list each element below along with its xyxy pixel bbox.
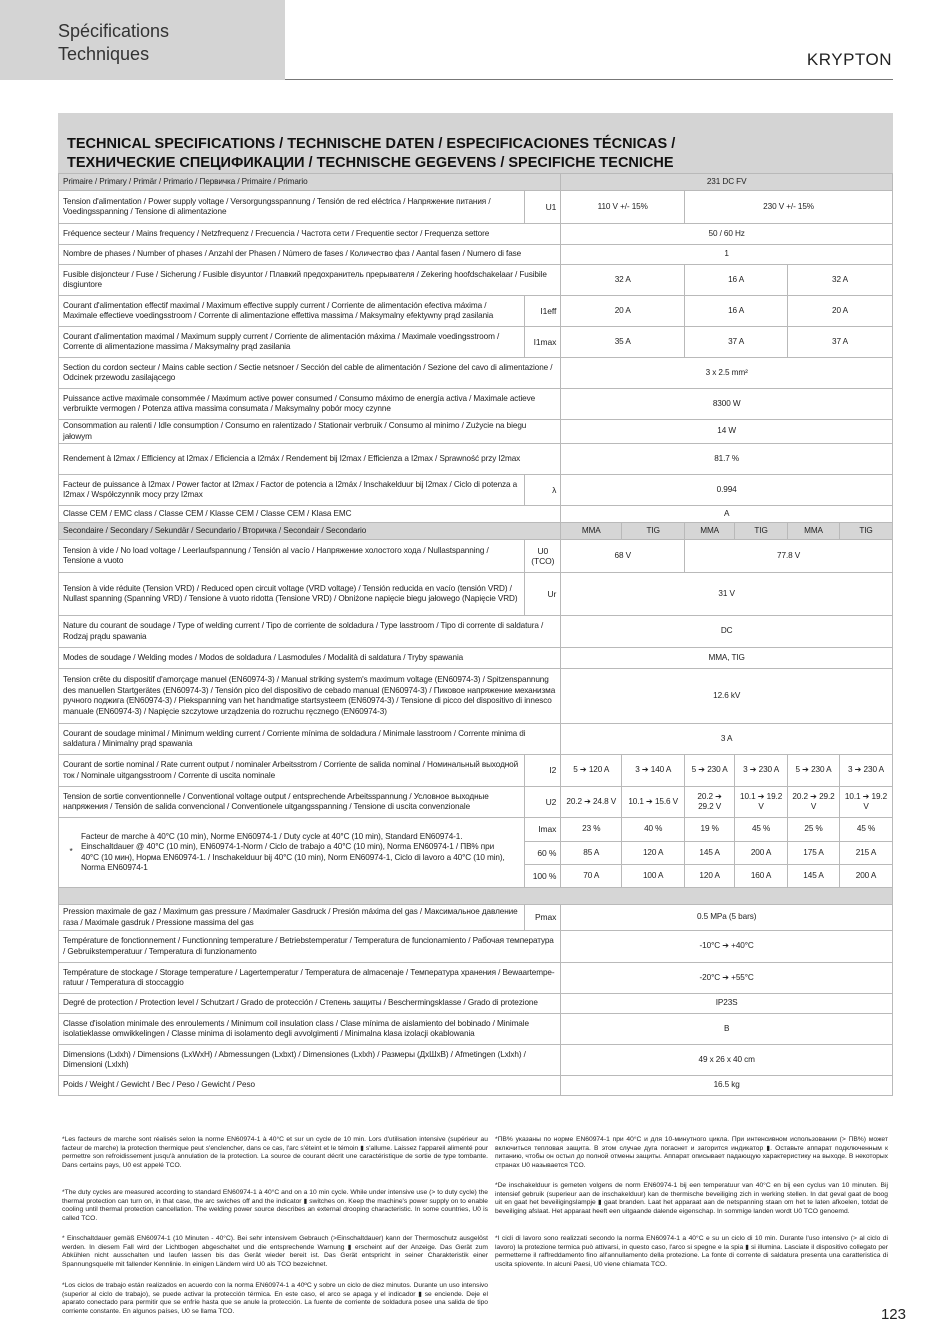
row-value: 20 A bbox=[788, 296, 893, 327]
row-value: 5 ➔ 230 A bbox=[685, 755, 735, 787]
row-label: Consommation au ralenti / Idle consumption / Consumo en ralentizado / Stationair verbruik / Consumo al minimo / Zużycie na biegu jałowym bbox=[59, 420, 561, 444]
table-row bbox=[59, 540, 893, 573]
row-value: 45 % bbox=[840, 818, 893, 842]
table-row bbox=[59, 327, 893, 358]
row-label: Poids / Weight / Gewicht / Bec / Peso / Gewicht / Peso bbox=[59, 1076, 561, 1096]
page-number: 123 bbox=[880, 1306, 906, 1323]
row-symbol: U1 bbox=[525, 191, 561, 224]
row-value: 77.8 V bbox=[685, 540, 893, 573]
row-value: 20.2 ➔ 24.8 V bbox=[561, 787, 622, 818]
brand-name: KRYPTON bbox=[806, 50, 892, 69]
row-label: Tension de sortie conventionnelle / Conventional voltage output / entsprechende Arbeitsspannung / Условное выходные напряжения / Tensión de salida convencional / Conventionele uitgangsspanning / Tensione di uscita convenzionale bbox=[59, 787, 525, 818]
table-row bbox=[59, 616, 893, 648]
section-title-line2: Techniques bbox=[58, 44, 150, 64]
row-label: Primaire / Primary / Primär / Primario / Первичка / Primaire / Primario bbox=[59, 174, 561, 191]
row-value: B bbox=[561, 1014, 893, 1045]
row-value: 20.2 ➔ 29.2 V bbox=[685, 787, 735, 818]
row-value: 16 A bbox=[685, 265, 788, 296]
mode-header: MMA bbox=[788, 523, 840, 540]
table-row bbox=[59, 818, 893, 842]
table-row bbox=[59, 1076, 893, 1096]
row-value: 231 DC FV bbox=[561, 174, 893, 191]
table-row bbox=[59, 931, 893, 963]
row-value: 3 ➔ 230 A bbox=[840, 755, 893, 787]
row-value: 120 A bbox=[622, 842, 685, 865]
row-symbol: Imax bbox=[525, 818, 561, 842]
table-row bbox=[59, 245, 893, 265]
row-value: 19 % bbox=[685, 818, 735, 842]
row-value: 120 A bbox=[685, 865, 735, 888]
row-value: 25 % bbox=[788, 818, 840, 842]
row-value: 37 A bbox=[788, 327, 893, 358]
section-header-box bbox=[0, 0, 285, 80]
table-row bbox=[59, 905, 893, 931]
row-label: Tension d'alimentation / Power supply voltage / Versorgungsspannung / Tensión de red eléctrica / Напряжение питания / Voedingsspanning / Tensione di alimentazione bbox=[59, 191, 525, 224]
mode-header: MMA bbox=[561, 523, 622, 540]
table-row bbox=[59, 265, 893, 296]
row-value: 20.2 ➔ 29.2 V bbox=[788, 787, 840, 818]
duty-cycle-text: Facteur de marche à 40°C (10 min), Norme EN60974-1 / Duty cycle at 40°C (10 min), Standard EN60974-1. Einschaltdauer @ 40°C (10 min), EN60974-1-Norm / Ciclo de trabajo a 40°C (10 min), Norma EN60974-1 / ПВ% при 40°C (10 мин), Норма EN60974-1. / Inschakelduur bij 40°C (10 min), Norm EN60974-1, Ciclo di lavoro a 40°C (10 min), Norma EN60974-1 bbox=[81, 831, 505, 872]
row-value: 31 V bbox=[561, 573, 893, 616]
table-row bbox=[59, 389, 893, 420]
row-value: 200 A bbox=[735, 842, 788, 865]
row-value: 85 A bbox=[561, 842, 622, 865]
table-row bbox=[59, 573, 893, 616]
footnote-it: *I cicli di lavoro sono realizzati secondo la norma EN60974-1 a 40°C e su un ciclo di 10 min. Durante l'uso intensivo (> al ciclo di lavoro) la protezione termica può attivarsi, in questo caso, l'arco si spegne e la spia ▮ si illumina. Lasciate il dispositivo collegato per permetterne il raffreddamento fino all'annullamento della protezione. La fonte di corrente di saldatura presenta una caratteristica di uscita spiovente. In alcuni Paesi, U0 viene chiamata TCO. bbox=[495, 1235, 888, 1268]
row-value: 5 ➔ 120 A bbox=[561, 755, 622, 787]
row-label: Section du cordon secteur / Mains cable section / Sectie netsnoer / Sección del cable de alimentación / Sezione del cavo di alimentazione / Odcinek przewodu zasilającego bbox=[59, 358, 561, 389]
row-value: IP23S bbox=[561, 994, 893, 1014]
row-label: Modes de soudage / Welding modes / Modos de soldadura / Lasmodules / Modalità di saldatura / Tryby spawania bbox=[59, 648, 561, 669]
row-value: 110 V +/- 15% bbox=[561, 191, 685, 224]
row-label: Degré de protection / Protection level / Schutzart / Grado de protección / Степень защиты / Beschermingsklasse / Grado di protezione bbox=[59, 994, 561, 1014]
table-row bbox=[59, 724, 893, 755]
row-value: 8300 W bbox=[561, 389, 893, 420]
row-value: 49 x 26 x 40 cm bbox=[561, 1045, 893, 1076]
table-row bbox=[59, 994, 893, 1014]
row-label: Puissance active maximale consommée / Maximum active power consumed / Consumo máximo de energía activa / Maximale actieve verbruikte vermogen / Potenza attiva massima consumata / Maksymalny pobór mocy czynne bbox=[59, 389, 561, 420]
row-label: Tension à vide réduite (Tension VRD) / Reduced open circuit voltage (VRD voltage) / Tensión reducida en vacío (tensión VRD) / Nullast spanning (Spanning VRD) / Tensione à vuoto ridotta (Tensione VRD) / Obniżone napięcie biegu jałowego (Napięcie VRD) bbox=[59, 573, 525, 616]
row-symbol: I2 bbox=[525, 755, 561, 787]
table-row bbox=[59, 1045, 893, 1076]
row-value: 40 % bbox=[622, 818, 685, 842]
row-value: 14 W bbox=[561, 420, 893, 444]
row-label: Fréquence secteur / Mains frequency / Netzfrequenz / Frecuencia / Частота сети / Frequentie sector / Frequenza settore bbox=[59, 224, 561, 245]
row-value: 100 A bbox=[622, 865, 685, 888]
row-value: 10.1 ➔ 19.2 V bbox=[735, 787, 788, 818]
row-symbol: U0 (TCO) bbox=[525, 540, 561, 573]
row-value: 20 A bbox=[561, 296, 685, 327]
row-value: 16.5 kg bbox=[561, 1076, 893, 1096]
row-value: 50 / 60 Hz bbox=[561, 224, 893, 245]
separator-bar bbox=[59, 888, 893, 905]
row-value: 175 A bbox=[788, 842, 840, 865]
row-value: -10°C ➔ +40°C bbox=[561, 931, 893, 963]
row-label: Tension à vide / No load voltage / Leerlaufspannung / Tensión al vacío / Напряжение холостого хода / Nullastspanning / Tensione a vuoto bbox=[59, 540, 525, 573]
row-value: 32 A bbox=[788, 265, 893, 296]
row-label: Rendement à I2max / Efficiency at I2max / Eficiencia a I2máx / Rendement bij I2max / Efficienza a I2max / Sprawność przy I2max bbox=[59, 444, 561, 475]
table-row bbox=[59, 963, 893, 994]
table-row bbox=[59, 420, 893, 444]
row-value: 16 A bbox=[685, 296, 788, 327]
row-value: 0.5 MPa (5 bars) bbox=[561, 905, 893, 931]
row-value: 3 x 2.5 mm² bbox=[561, 358, 893, 389]
mode-header: TIG bbox=[622, 523, 685, 540]
duty-cycle-star: * bbox=[69, 847, 73, 857]
row-value: 10.1 ➔ 19.2 V bbox=[840, 787, 893, 818]
row-label: Courant de sortie nominal / Rate current output / nominaler Arbeitsstrom / Corriente de salida nominal / Номинальный выходной ток / Nominale uitgangsstroom / Corrente di uscita nominale bbox=[59, 755, 525, 787]
row-label: Classe CEM / EMC class / Classe CEM / Klasse CEM / Classe CEM / Klasa EMC bbox=[59, 506, 561, 523]
row-label: Fusible disjoncteur / Fuse / Sicherung / Fusible disyuntor / Плавкий предохранитель прерывателя / Zekering hoofdschakelaar / Fusibile disgiuntore bbox=[59, 265, 561, 296]
table-separator bbox=[59, 888, 893, 905]
row-value: 145 A bbox=[788, 865, 840, 888]
footnote-es: *Los ciclos de trabajo están realizados en acuerdo con la norma EN60974-1 a 40ºC y sobre un ciclo de diez minutos. Durante un uso intensivo (superior al ciclo de trabajo), se puede activar la protección térmica. En este caso, el arco se apaga y el indicador ▮ se enciende. Deje el aparato conectado para permitir que se enfríe hasta que se anule la protección. La fuente de corriente de soldadura posee una salida de tipo corriente constante. En algunos países, U0 se llama TCO. bbox=[62, 1282, 488, 1315]
row-label: Courant d'alimentation effectif maximal / Maximum effective supply current / Corriente de alimentación efectiva máxima / Maximale effectieve voedingsstroom / Corrente di alimentazione effettiva massima / Maksymalny efektywny prąd zasilania bbox=[59, 296, 525, 327]
row-symbol: λ bbox=[525, 475, 561, 506]
row-value: 23 % bbox=[561, 818, 622, 842]
row-value: 70 A bbox=[561, 865, 622, 888]
mode-header: TIG bbox=[735, 523, 788, 540]
row-label: Pression maximale de gaz / Maximum gas pressure / Maximaler Gasdruck / Presión máxima del gas / Максимальное давление газа / Maximale gasdruk / Pressione massima del gas bbox=[59, 905, 525, 931]
row-label: Température de fonctionnement / Functionning temperature / Betriebstemperatur / Temperatura de funcionamiento / Рабочая температура / Gebruikstemperatuur / Temperatura di funzionamento bbox=[59, 931, 561, 963]
header-rule bbox=[285, 79, 893, 80]
footnote-fr: *Les facteurs de marche sont réalisés selon la norme EN60974-1 à 40°C et sur un cycle de 10 min. Lors d'utilisation intensive (supérieur au facteur de marche) la protection thermique peut s'enclencher, dans ce cas, l'arc s'éteint et le témoin ▮ s'allume. Laissez l'appareil alimenté pour permettre son refroidissement jusqu'à annulation de la protection. La source de courant décrit une caractéristique de sortie de type tombante. Dans certains pays, U0 est appelé TCO. bbox=[62, 1136, 488, 1169]
row-symbol: U2 bbox=[525, 787, 561, 818]
spec-table bbox=[58, 173, 893, 1096]
footnote-en: *The duty cycles are measured according to standard EN60974-1 à 40°C and on a 10 min cycle. While under intensive use (> to duty cycle) the thermal protection can turn on, in that case, the arc swiches off and the indicator ▮ switches on. Keep the machine's power supply on to enable cooling until thermal protection cancellation. The welding power source describes an external drooping characteristic. In some countries, U0 is called TCO. bbox=[62, 1189, 488, 1222]
row-value: 230 V +/- 15% bbox=[685, 191, 893, 224]
mode-header: TIG bbox=[840, 523, 893, 540]
row-value: 160 A bbox=[735, 865, 788, 888]
row-symbol: 60 % bbox=[525, 842, 561, 865]
row-value: A bbox=[561, 506, 893, 523]
table-row bbox=[59, 755, 893, 787]
row-label: Dimensions (Lxlxh) / Dimensions (LxWxH) / Abmessungen (Lxbxt) / Dimensiones (Lxlxh) / Размеры (ДxШxВ) / Afmetingen (Lxlxh) / Dimensioni (Lxlxh) bbox=[59, 1045, 561, 1076]
row-label: Secondaire / Secondary / Sekundär / Secundario / Вторичка / Secondair / Secondario bbox=[59, 523, 561, 540]
row-label: Tension crête du dispositif d'amorçage manuel (EN60974-3) / Manual striking system's maximum voltage (EN60974-3) / Spitzenspannung des manuellen Startgerätes (EN60974-3) / Tensión pico del dispositivo de cebado manual (EN60974-3) / Пиковое напряжение механизма ручного поджига (EN60974-3) / Piekspanning van het handmatige startsysteem (EN60974-3) / Tensione di picco del dispositivo di innesco manuale (EN60974-3) / Napięcie szczytowe urządzenia do rozruchu ręcznego (EN60974-3) bbox=[59, 669, 561, 724]
row-label: Courant de soudage minimal / Minimum welding current / Corriente mínima de soldadura / Minimale lasstroom / Corrente minima di saldatura / Minimalny prąd spawania bbox=[59, 724, 561, 755]
row-value: 32 A bbox=[561, 265, 685, 296]
row-symbol: Pmax bbox=[525, 905, 561, 931]
row-value: 1 bbox=[561, 245, 893, 265]
row-value: 215 A bbox=[840, 842, 893, 865]
table-row bbox=[59, 648, 893, 669]
row-value: MMA, TIG bbox=[561, 648, 893, 669]
row-value: 200 A bbox=[840, 865, 893, 888]
table-row bbox=[59, 669, 893, 724]
section-title-line1: Spécifications bbox=[58, 21, 170, 41]
row-value: 37 A bbox=[685, 327, 788, 358]
footnote-ru: *ПВ% указаны по норме EN60974-1 при 40°C и для 10-минутного цикла. При интенсивном использовании (> ПВ%) может включиться тепловая защита. В этом случае дуга погаснет и загорится индикатор ▮. Оставьте аппарат подключенным к питанию, чтобы он остыл до полной отмены защиты. Аппарат описывает падающую характеристику на выходе. В некоторых странах U0 называется TCO. bbox=[495, 1136, 888, 1169]
row-value: 145 A bbox=[685, 842, 735, 865]
table-row bbox=[59, 358, 893, 389]
duty-cycle-label bbox=[59, 818, 525, 888]
row-value: 5 ➔ 230 A bbox=[788, 755, 840, 787]
row-value: 35 A bbox=[561, 327, 685, 358]
table-row bbox=[59, 296, 893, 327]
row-label: Température de stockage / Storage temperature / Lagertemperatur / Temperatura de almacenaje / Температура хранения / Bewaartempe-ratuur / Temperatura di stoccaggio bbox=[59, 963, 561, 994]
row-value: DC bbox=[561, 616, 893, 648]
row-value: -20°C ➔ +55°C bbox=[561, 963, 893, 994]
row-value: 68 V bbox=[561, 540, 685, 573]
row-label: Classe d'isolation minimale des enroulements / Minimum coil insulation class / Clase mínima de aislamiento del bobinado / Minimale isolatieklasse omwikkelingen / Classe minima di isolamento degli avvolgimenti / Minimalna klasa izolacji okablowania bbox=[59, 1014, 561, 1045]
row-value: 10.1 ➔ 15.6 V bbox=[622, 787, 685, 818]
footnote-nl: *De inschakelduur is gemeten volgens de norm EN60974-1 bij een temperatuur van 40°C en bij een cyclus van 10 minuten. Bij intensief gebruik (superieur aan de inschakelduur) kan de thermische beveiliging zich in werking stellen. In dat geval gaat de boog uit en gaat het beveiligingslampje ▮ gaat branden. Laat het apparaat aan de netspanning staan om het te laten afkoelen, totdat de beveiliging afslaat. Het apparaat heeft een uitgaande dalende eigenschap. In sommige landen wordt U0 TCO genoemd. bbox=[495, 1182, 888, 1215]
row-label: Nature du courant de soudage / Type of welding current / Tipo de corriente de soldadura / Type lasstroom / Tipo di corrente di saldatura / Rodzaj prądu spawania bbox=[59, 616, 561, 648]
table-row bbox=[59, 523, 893, 540]
row-value: 3 A bbox=[561, 724, 893, 755]
row-symbol: Ur bbox=[525, 573, 561, 616]
row-value: 12.6 kV bbox=[561, 669, 893, 724]
row-label: Facteur de puissance à I2max / Power factor at I2max / Factor de potencia a I2máx / Inschakelduur bij I2max / Ciclo di potenza a I2max / Współczynnik mocy przy I2max bbox=[59, 475, 525, 506]
table-row bbox=[59, 475, 893, 506]
row-label: Nombre de phases / Number of phases / Anzahl der Phasen / Número de fases / Количество фаз / Aantal fasen / Numero di fase bbox=[59, 245, 561, 265]
table-row bbox=[59, 787, 893, 818]
table-row bbox=[59, 224, 893, 245]
row-symbol: I1max bbox=[525, 327, 561, 358]
table-row bbox=[59, 174, 893, 191]
mode-header: MMA bbox=[685, 523, 735, 540]
row-value: 81.7 % bbox=[561, 444, 893, 475]
row-value: 0.994 bbox=[561, 475, 893, 506]
row-symbol: 100 % bbox=[525, 865, 561, 888]
table-row bbox=[59, 506, 893, 523]
row-value: 3 ➔ 140 A bbox=[622, 755, 685, 787]
row-label: Courant d'alimentation maximal / Maximum supply current / Corriente de alimentación máxima / Maximale voedingsstroom / Corrente di alimentazione massima / Maksymalny prąd zasilania bbox=[59, 327, 525, 358]
row-value: 3 ➔ 230 A bbox=[735, 755, 788, 787]
title-line1: TECHNICAL SPECIFICATIONS / TECHNISCHE DATEN / ESPECIFICACIONES TÉCNICAS / bbox=[67, 136, 676, 152]
title-line2: ТЕХНИЧЕСКИЕ СПЕЦИФИКАЦИИ / TECHNISCHE GEGEVENS / SPECIFICHE TECNICHE bbox=[67, 155, 674, 171]
table-row bbox=[59, 444, 893, 475]
table-row bbox=[59, 1014, 893, 1045]
row-symbol: I1eff bbox=[525, 296, 561, 327]
footnote-de: * Einschaltdauer gemäß EN60974-1 (10 Minuten - 40°C). Bei sehr intensivem Gebrauch (>Einschaltdauer) kann der Thermoschutz ausgelöst werden. In diesem Fall wird der Lichtbogen abgeschaltet und die entsprechende Warnung ▮ erscheint auf der Anzeige. Das Gerät zum Abkühlen nicht ausschalten und laufen lassen bis das Gerät wieder bereit ist. Das Gerät entspricht in seiner Charakteristik einer Spannungsquelle mit fallender Kennlinie. In einigen Ländern wird U0 als TCO bezeichnet. bbox=[62, 1235, 488, 1268]
row-value: 45 % bbox=[735, 818, 788, 842]
table-row bbox=[59, 191, 893, 224]
